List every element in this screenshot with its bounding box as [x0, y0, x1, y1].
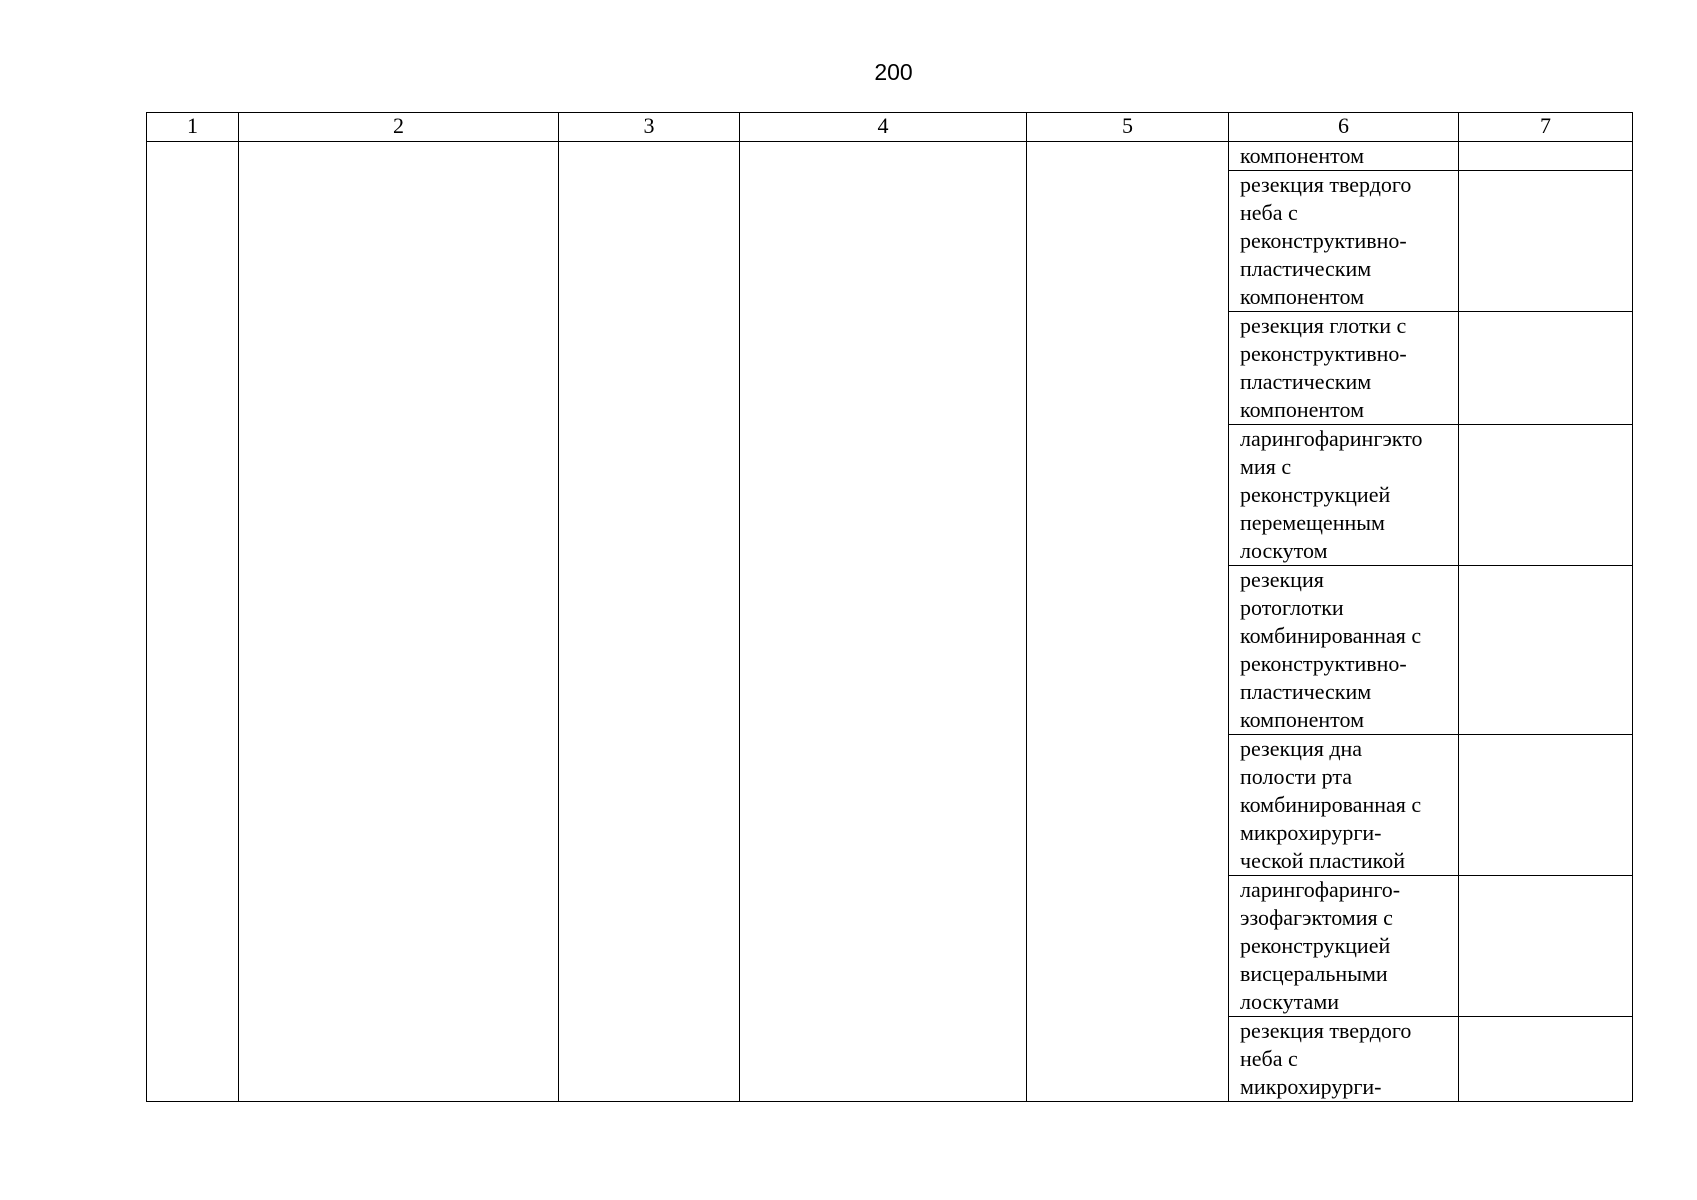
- table-header-row: [147, 113, 1633, 142]
- col-7-cell: [1459, 566, 1633, 735]
- header-col-5: 5: [1027, 113, 1229, 142]
- col-7-cell: [1459, 312, 1633, 425]
- col-5-cell: [1027, 142, 1229, 1102]
- col-7-cell: [1459, 876, 1633, 1017]
- procedure-cell: ларингофаринго- эзофагэктомия с реконструкцией висцеральными лоскутами: [1229, 876, 1459, 1017]
- col-7-cell: [1459, 735, 1633, 876]
- procedures-table: [146, 112, 1633, 1102]
- header-col-2: 2: [239, 113, 559, 142]
- table-row: [147, 142, 1633, 171]
- col-4-cell: [740, 142, 1027, 1102]
- col-7-cell: [1459, 142, 1633, 171]
- header-col-7: 7: [1459, 113, 1633, 142]
- header-col-4: 4: [740, 113, 1027, 142]
- header-col-6: 6: [1229, 113, 1459, 142]
- col-2-cell: [239, 142, 559, 1102]
- page-number: 200: [874, 59, 913, 85]
- col-7-cell: [1459, 425, 1633, 566]
- procedure-cell: резекция твердого неба с микрохирурги-: [1229, 1017, 1459, 1102]
- procedure-cell: ларингофарингэкто мия с реконструкцией перемещенным лоскутом: [1229, 425, 1459, 566]
- col-1-cell: [147, 142, 239, 1102]
- procedure-cell: компонентом: [1229, 142, 1459, 171]
- procedure-cell: резекция дна полости рта комбинированная с микрохирурги- ческой пластикой: [1229, 735, 1459, 876]
- header-col-1: 1: [147, 113, 239, 142]
- procedure-cell: резекция твердого неба с реконструктивно- пластическим компонентом: [1229, 171, 1459, 312]
- procedure-cell: резекция глотки с реконструктивно- пластическим компонентом: [1229, 312, 1459, 425]
- procedure-cell: резекция ротоглотки комбинированная с реконструктивно- пластическим компонентом: [1229, 566, 1459, 735]
- col-7-cell: [1459, 1017, 1633, 1102]
- header-col-3: 3: [559, 113, 740, 142]
- col-3-cell: [559, 142, 740, 1102]
- col-7-cell: [1459, 171, 1633, 312]
